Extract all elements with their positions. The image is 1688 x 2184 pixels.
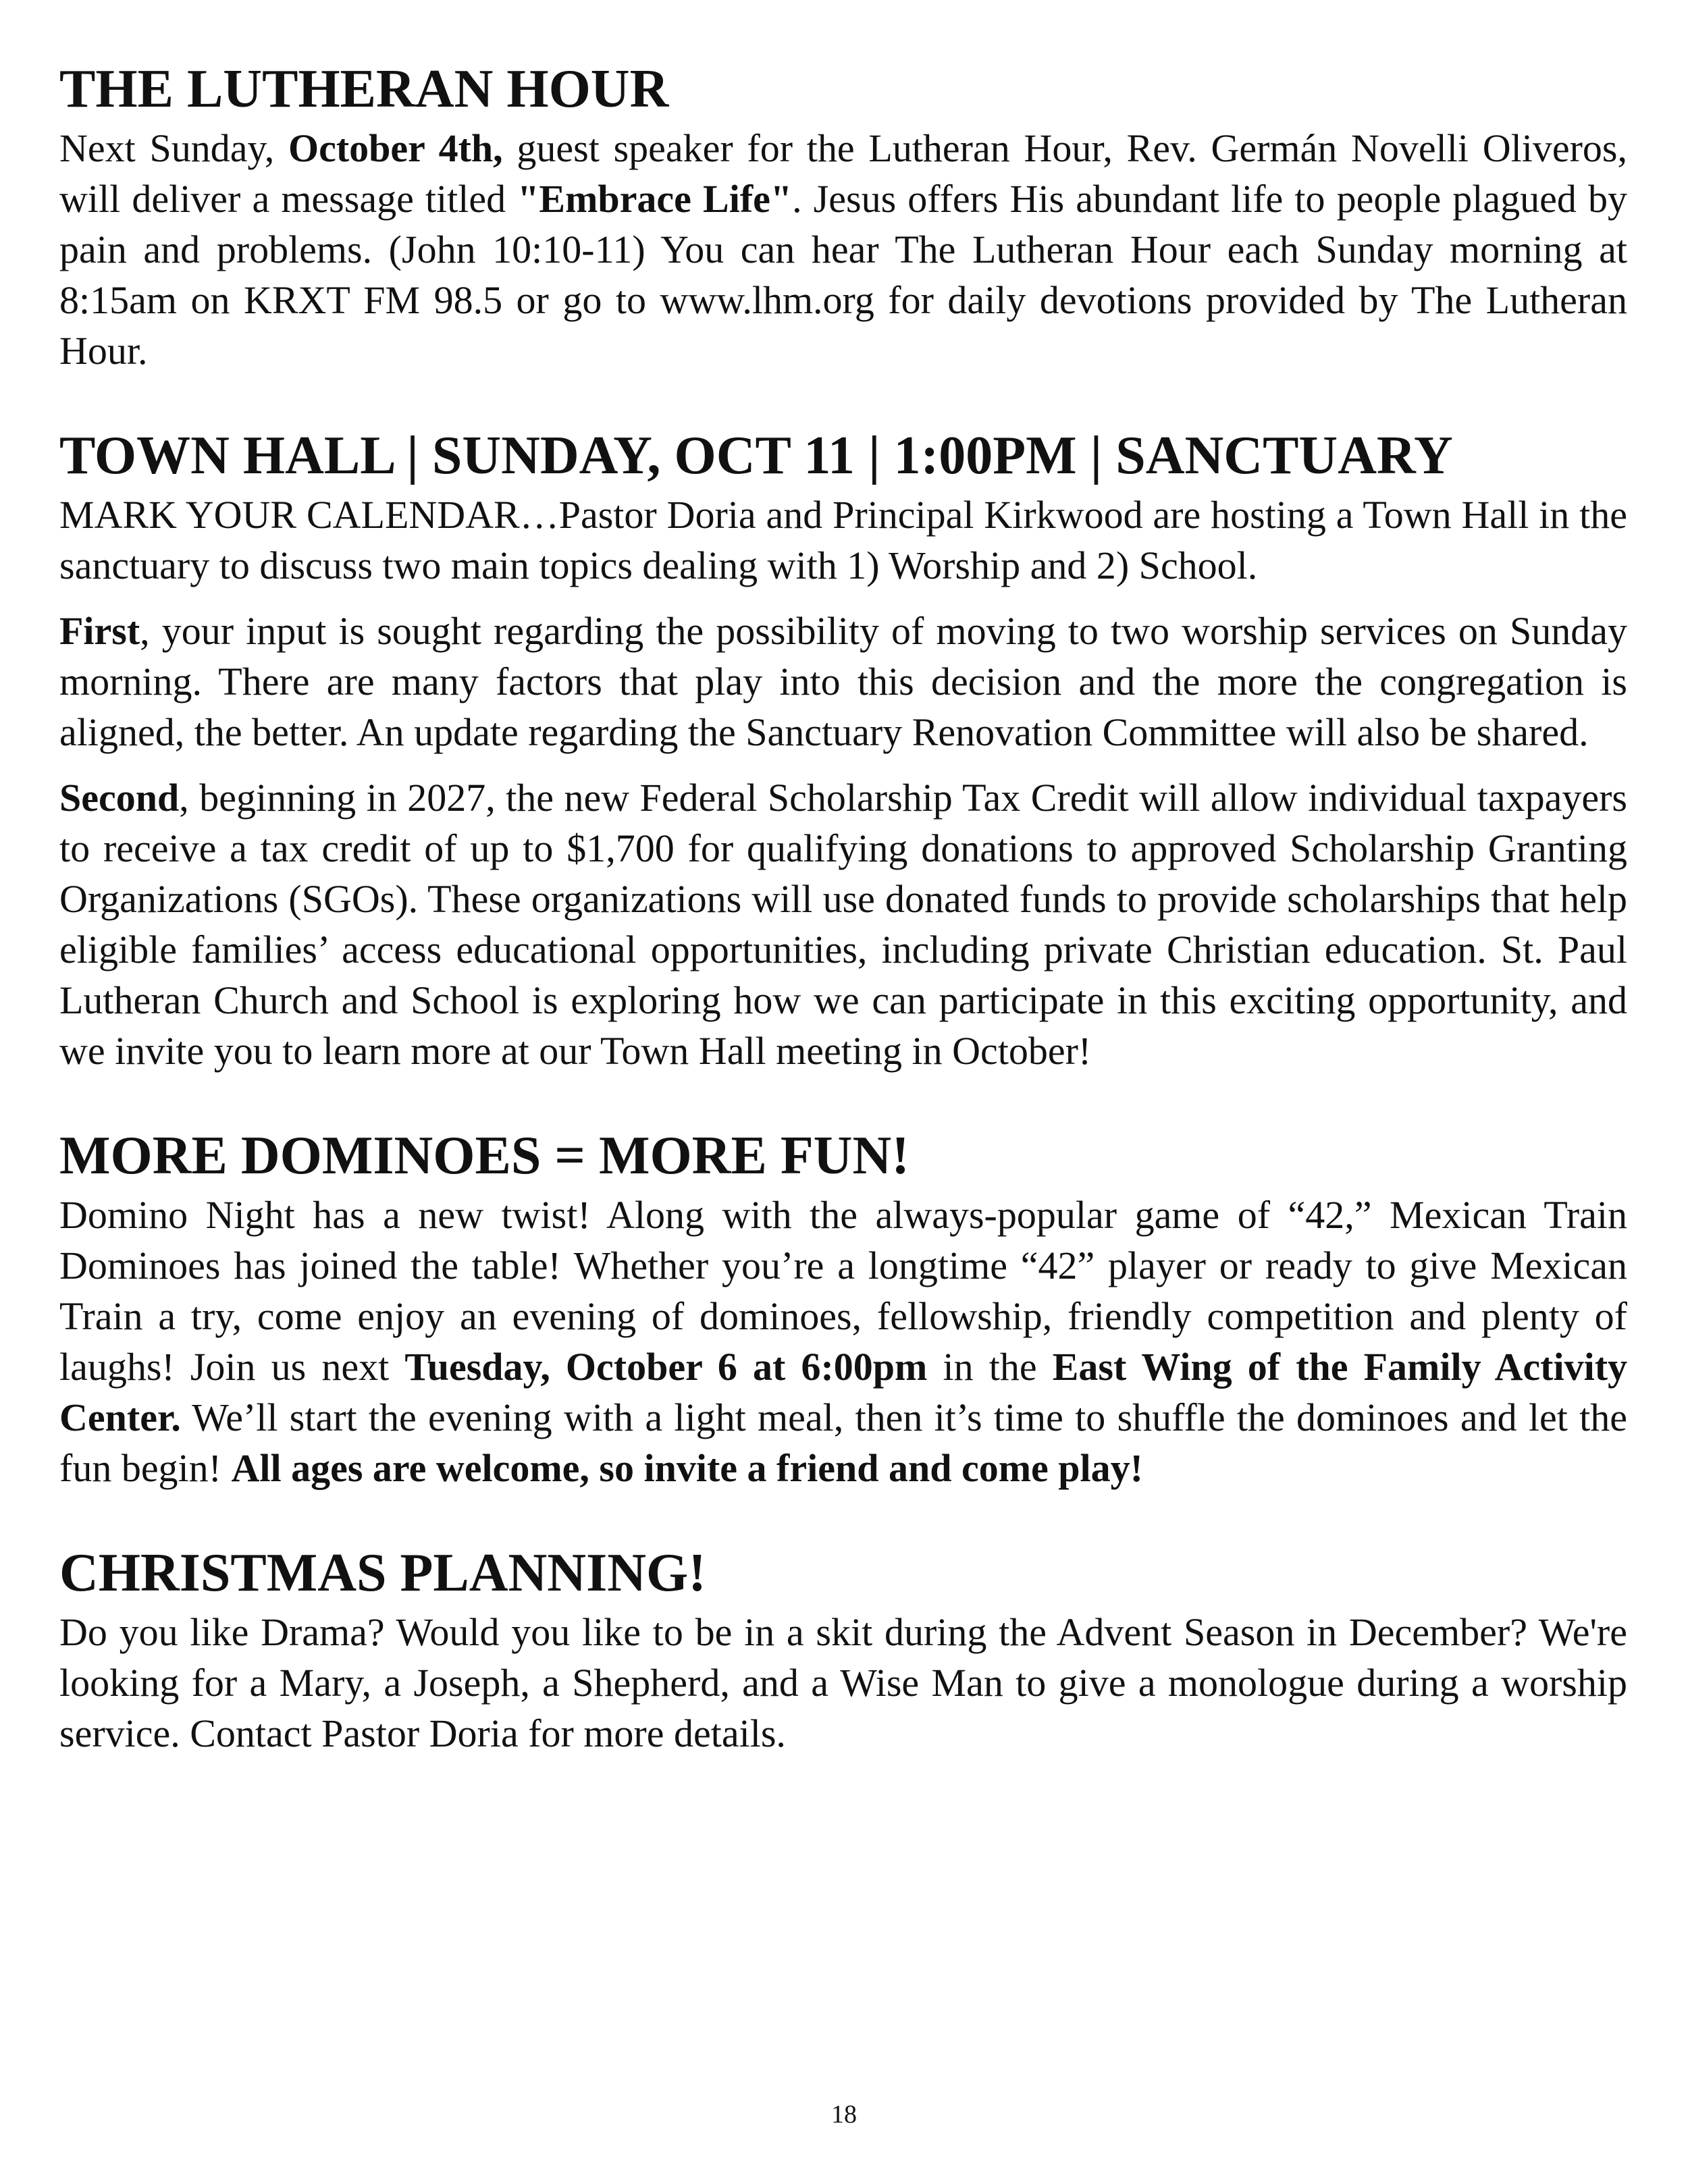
section-lutheran-hour: [59, 55, 1627, 376]
section-paragraph: [59, 489, 1627, 591]
text-run: guest speaker for the Lutheran Hour, Rev. Germán Novelli Oliveros, will deliver a message titled: [59, 126, 1627, 221]
text-run: , your input is sought regarding the possibility of moving to two worship services on Sunday morning. There are many factors that play into this decision and the more the congregation is aligned, the better. An update regarding the Sanctuary Renovation Committee will also be shared.: [59, 609, 1627, 754]
section-heading: THE LUTHERAN HOUR: [59, 59, 669, 119]
section-paragraph: [59, 606, 1627, 757]
section-heading: CHRISTMAS PLANNING!: [59, 1543, 706, 1603]
section-paragraph: [59, 1190, 1627, 1493]
text-run-bold: Second: [59, 776, 180, 820]
page-content: [59, 55, 1627, 1759]
page-number: 18: [831, 2100, 857, 2129]
text-run: in the: [927, 1345, 1053, 1389]
text-run-bold: First: [59, 609, 140, 653]
section-spacer: [59, 1076, 1627, 1122]
text-run-bold: Tuesday, October 6 at 6:00pm: [404, 1345, 928, 1389]
text-run: Do you like Drama? Would you like to be in a skit during the Advent Season in December? We're looking for a Mary, a Joseph, a Shepherd, and a Wise Man to give a monologue during a worship service. Contact Pastor Doria for more details.: [59, 1610, 1627, 1755]
section-spacer: [59, 1493, 1627, 1539]
text-run-bold: October 4th,: [288, 126, 503, 170]
section-christmas-planning: [59, 1539, 1627, 1759]
text-run-bold: All ages are welcome, so invite a friend and come play!: [231, 1446, 1143, 1490]
section-dominoes: [59, 1122, 1627, 1493]
text-run: . Jesus offers His abundant life to people plagued by pain and problems. (John 10:10-11) You can hear The Lutheran Hour each Sunday morning at 8:15am on KRXT FM 98.5 or go to www.lhm.org for daily devotions provided by The Lutheran Hour.: [59, 177, 1627, 373]
section-paragraph: [59, 772, 1627, 1076]
text-run: Next Sunday,: [59, 126, 288, 170]
text-run-bold: East Wing of the Family Activity Center.: [59, 1345, 1628, 1439]
text-run: , beginning in 2027, the new Federal Scholarship Tax Credit will allow individual taxpayers to receive a tax credit of up to $1,700 for qualifying donations to approved Scholarship Granting Organizations (SGOs). These organizations will use donated funds to provide scholarships that help eligible families’ access educational opportunities, including private Christian education. St. Paul Lutheran Church and School is exploring how we can participate in this exciting opportunity, and we invite you to learn more at our Town Hall meeting in October!: [59, 776, 1627, 1073]
section-heading: MORE DOMINOES = MORE FUN!: [59, 1126, 909, 1186]
text-run: Domino Night has a new twist! Along with the always-popular game of “42,” Mexican Train Dominoes has joined the table! Whether you’re a longtime “42” player or ready to give Mexican Train a try, come enjoy an evening of dominoes, fellowship, friendly competition and plenty of laughs! Join us next: [59, 1193, 1627, 1389]
section-town-hall: [59, 422, 1627, 1076]
text-run: MARK YOUR CALENDAR…Pastor Doria and Principal Kirkwood are hosting a Town Hall in the sanctuary to discuss two main topics dealing with 1) Worship and 2) School.: [59, 493, 1627, 587]
section-heading: TOWN HALL | SUNDAY, OCT 11 | 1:00PM | SANCTUARY: [59, 426, 1453, 485]
text-run-bold: "Embrace Life": [517, 177, 793, 221]
section-paragraph: [59, 1607, 1627, 1759]
section-spacer: [59, 376, 1627, 422]
section-paragraph: [59, 123, 1627, 376]
text-run: We’ll start the evening with a light meal, then it’s time to shuffle the dominoes and let the fun begin!: [59, 1395, 1627, 1490]
